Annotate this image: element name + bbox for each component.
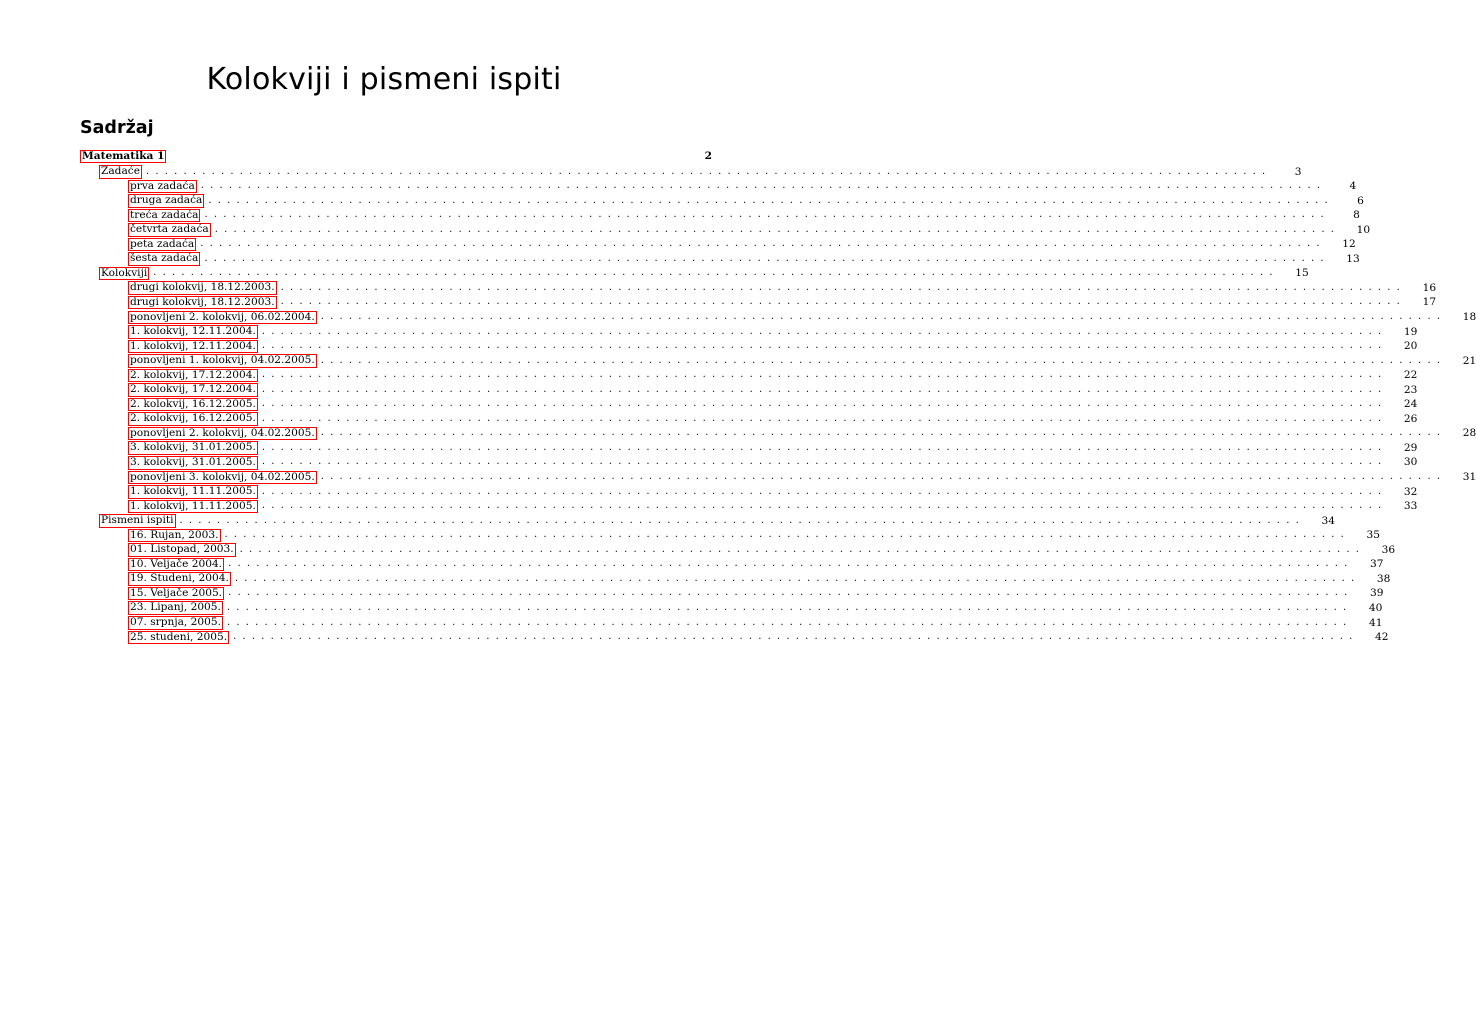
- toc-entry-link[interactable]: peta zadaća: [130, 237, 195, 250]
- toc-entry[interactable]: [80, 485, 1418, 500]
- toc-page-number: 22: [1403, 369, 1418, 382]
- toc-page-number: 16: [1422, 281, 1437, 294]
- toc-page-number: 18: [1462, 311, 1476, 324]
- dot-leader: ........................................................................................................................: [280, 296, 1407, 308]
- dot-leader: ........................................................................................................................: [261, 369, 1388, 381]
- toc-entry[interactable]: [80, 412, 1418, 427]
- dot-leader: ........................................................................................................................: [280, 281, 1407, 293]
- toc-entry-link[interactable]: 16. Rujan, 2003.: [130, 528, 219, 541]
- toc-entry[interactable]: [80, 557, 1384, 572]
- dot-leader: ........................................................................................................................: [261, 500, 1388, 512]
- toc-page-number: 21: [1462, 354, 1476, 367]
- dot-leader: ........................................................................................................................: [179, 514, 1305, 526]
- toc-entry-link[interactable]: 2. kolokvij, 16.12.2005.: [130, 397, 256, 410]
- dot-leader: ........................................................................................................................: [153, 267, 1279, 279]
- toc-entry-link[interactable]: 3. kolokvij, 31.01.2005.: [130, 441, 256, 454]
- toc-entry-link[interactable]: Pismeni ispiti: [101, 514, 174, 527]
- dot-leader: ........................................................................................................................: [214, 223, 1341, 235]
- dot-leader: ........................................................................................................................: [320, 311, 1447, 323]
- dot-leader: ........................................................................................................................: [261, 325, 1388, 337]
- toc-entry-link[interactable]: šesta zadaća: [130, 252, 199, 265]
- toc-entry-link[interactable]: Zadaće: [101, 165, 140, 178]
- toc-entry[interactable]: [80, 601, 1383, 616]
- toc-entry[interactable]: [80, 325, 1418, 340]
- dot-leader: ........................................................................................................................: [320, 354, 1447, 366]
- toc-entry-link[interactable]: treća zadaća: [130, 208, 199, 221]
- toc-page-number: 2: [704, 150, 712, 162]
- toc-page-number: 31: [1462, 471, 1476, 484]
- toc-entry[interactable]: [80, 499, 1418, 514]
- toc-entry[interactable]: [80, 295, 1437, 310]
- toc-entry-link[interactable]: Kolokviji: [101, 266, 148, 279]
- toc-page-number: 40: [1368, 601, 1383, 614]
- dot-leader: ........................................................................................................................: [200, 238, 1326, 250]
- toc-page-number: 35: [1366, 529, 1380, 542]
- dot-leader: ........................................................................................................................: [261, 340, 1388, 352]
- dot-leader: ........................................................................................................................: [261, 456, 1388, 468]
- toc-entry-link[interactable]: drugi kolokvij, 18.12.2003.: [130, 295, 275, 308]
- toc-entry-link[interactable]: 2. kolokvij, 16.12.2005.: [130, 412, 256, 425]
- toc-page-number: 42: [1375, 631, 1389, 644]
- toc-entry[interactable]: [80, 339, 1418, 354]
- toc-page-number: 32: [1403, 485, 1418, 498]
- toc-entry-link[interactable]: ponovljeni 3. kolokvij, 04.02.2005.: [130, 470, 315, 483]
- toc-entry[interactable]: [80, 237, 1356, 252]
- toc-page-number: 17: [1422, 296, 1437, 309]
- toc-entry-link[interactable]: 1. kolokvij, 11.11.2005.: [130, 499, 256, 512]
- toc-entry[interactable]: [80, 441, 1418, 456]
- toc-entry-link[interactable]: 2. kolokvij, 17.12.2004.: [130, 368, 256, 381]
- dot-leader: ........................................................................................................................: [239, 543, 1366, 555]
- dot-leader: ........................................................................................................................: [261, 441, 1388, 453]
- dot-leader: ........................................................................................................................: [224, 529, 1350, 541]
- toc-page-number: 28: [1462, 427, 1476, 440]
- toc-entry-link[interactable]: 1. kolokvij, 12.11.2004.: [130, 325, 256, 338]
- dot-leader: ........................................................................................................................: [204, 252, 1330, 264]
- table-of-contents: [80, 149, 1476, 645]
- dot-leader: ........................................................................................................................: [226, 601, 1353, 613]
- toc-entry[interactable]: [80, 455, 1418, 470]
- dot-leader: ........................................................................................................................: [261, 383, 1388, 395]
- toc-entry-link[interactable]: 10. Veljače 2004.: [130, 557, 223, 570]
- toc-entry[interactable]: [80, 383, 1418, 398]
- toc-entry[interactable]: [80, 426, 1476, 441]
- toc-entry-link[interactable]: 07. srpnja, 2005.: [130, 616, 221, 629]
- toc-entry[interactable]: [80, 630, 1389, 645]
- dot-leader: ........................................................................................................................: [204, 209, 1330, 221]
- toc-page-number: 23: [1403, 383, 1418, 396]
- toc-entry[interactable]: [80, 514, 1335, 529]
- toc-entry[interactable]: [80, 281, 1437, 296]
- toc-page-number: 36: [1381, 543, 1396, 556]
- toc-page-number: 33: [1403, 500, 1418, 513]
- dot-leader: ........................................................................................................................: [228, 558, 1354, 570]
- toc-page-number: 10: [1356, 223, 1371, 236]
- toc-entry-link[interactable]: 3. kolokvij, 31.01.2005.: [130, 456, 256, 468]
- dot-leader: ........................................................................................................................: [233, 631, 1359, 643]
- toc-entry[interactable]: [80, 572, 1391, 587]
- toc-page-number: 37: [1370, 558, 1384, 571]
- toc-entry[interactable]: [80, 586, 1384, 601]
- toc-entry[interactable]: [80, 149, 712, 164]
- dot-leader: ........................................................................................................................: [228, 587, 1354, 599]
- toc-entry[interactable]: [80, 528, 1380, 543]
- toc-heading: Sadržaj: [80, 118, 154, 138]
- toc-entry[interactable]: [80, 208, 1360, 223]
- toc-page-number: 38: [1376, 572, 1391, 585]
- toc-page-number: 20: [1403, 340, 1418, 353]
- toc-entry-link[interactable]: 15. Veljače 2005.: [130, 586, 223, 599]
- toc-entry-link[interactable]: 01. Listopad, 2003.: [130, 543, 234, 556]
- toc-entry[interactable]: [80, 368, 1418, 383]
- toc-entry-link[interactable]: 23. Lipanj, 2005.: [130, 601, 221, 614]
- toc-page-number: 39: [1370, 587, 1384, 600]
- toc-page-number: 3: [1294, 165, 1302, 178]
- dot-leader: ........................................................................................................................: [320, 471, 1447, 483]
- toc-page-number: 34: [1321, 514, 1335, 527]
- dot-leader: ........................................................................................................................: [145, 165, 1272, 177]
- toc-entry[interactable]: [80, 179, 1357, 194]
- toc-entry-link[interactable]: 1. kolokvij, 12.11.2004.: [130, 339, 256, 352]
- dot-leader: ........................................................................................................................: [234, 572, 1361, 584]
- toc-entry-link[interactable]: četvrta zadaća: [130, 223, 209, 236]
- toc-entry-link[interactable]: ponovljeni 2. kolokvij, 06.02.2004.: [130, 310, 315, 323]
- toc-entry[interactable]: [80, 194, 1364, 209]
- toc-entry[interactable]: [80, 470, 1476, 485]
- toc-page-number: 19: [1403, 325, 1418, 338]
- dot-leader: ........................................................................................................................: [208, 194, 1334, 206]
- dot-leader: ........................................................................................................................: [261, 412, 1388, 424]
- toc-entry-link[interactable]: 25. studeni, 2005.: [130, 630, 228, 643]
- toc-entry[interactable]: [80, 354, 1476, 369]
- toc-entry[interactable]: [80, 310, 1476, 325]
- toc-entry[interactable]: [80, 165, 1302, 180]
- toc-entry[interactable]: [80, 223, 1371, 238]
- toc-page-number: 15: [1295, 267, 1309, 280]
- toc-entry-link[interactable]: drugi kolokvij, 18.12.2003.: [130, 281, 275, 294]
- toc-entry-link[interactable]: 1. kolokvij, 11.11.2005.: [130, 485, 256, 498]
- toc-entry-link[interactable]: Matematika 1: [82, 149, 165, 162]
- dot-leader: ........................................................................................................................: [261, 398, 1388, 410]
- toc-page-number: 13: [1346, 252, 1360, 265]
- toc-page-number: 29: [1403, 441, 1418, 454]
- toc-entry-link[interactable]: 19. Studeni, 2004.: [130, 572, 229, 585]
- toc-page-number: 30: [1403, 456, 1418, 469]
- dot-leader: ........................................................................................................................: [226, 616, 1353, 628]
- dot-leader: ........................................................................................................................: [200, 180, 1327, 192]
- toc-entry-link[interactable]: ponovljeni 2. kolokvij, 04.02.2005.: [130, 426, 315, 439]
- toc-entry[interactable]: [80, 266, 1309, 281]
- toc-page-number: 8: [1353, 209, 1360, 222]
- toc-page-number: 4: [1349, 180, 1357, 193]
- toc-entry[interactable]: [80, 252, 1360, 267]
- toc-page-number: 12: [1342, 238, 1356, 251]
- toc-entry-link[interactable]: druga zadaća: [130, 194, 203, 207]
- toc-page-number: 41: [1368, 616, 1383, 629]
- dot-leader: ........................................................................................................................: [261, 485, 1388, 497]
- page-title: Kolokviji i pismeni ispiti: [206, 62, 562, 97]
- toc-entry-link[interactable]: prva zadaća: [130, 179, 195, 192]
- toc-entry-link[interactable]: ponovljeni 1. kolokvij, 04.02.2005.: [130, 354, 315, 367]
- toc-page-number: 26: [1403, 412, 1418, 425]
- toc-entry-link[interactable]: 2. kolokvij, 17.12.2004.: [130, 383, 256, 396]
- toc-entry[interactable]: [80, 397, 1418, 412]
- toc-entry[interactable]: [80, 616, 1383, 631]
- dot-leader: ........................................................................................................................: [320, 427, 1447, 439]
- toc-page-number: 24: [1403, 398, 1418, 411]
- toc-entry[interactable]: [80, 543, 1396, 558]
- toc-page-number: 6: [1357, 194, 1364, 207]
